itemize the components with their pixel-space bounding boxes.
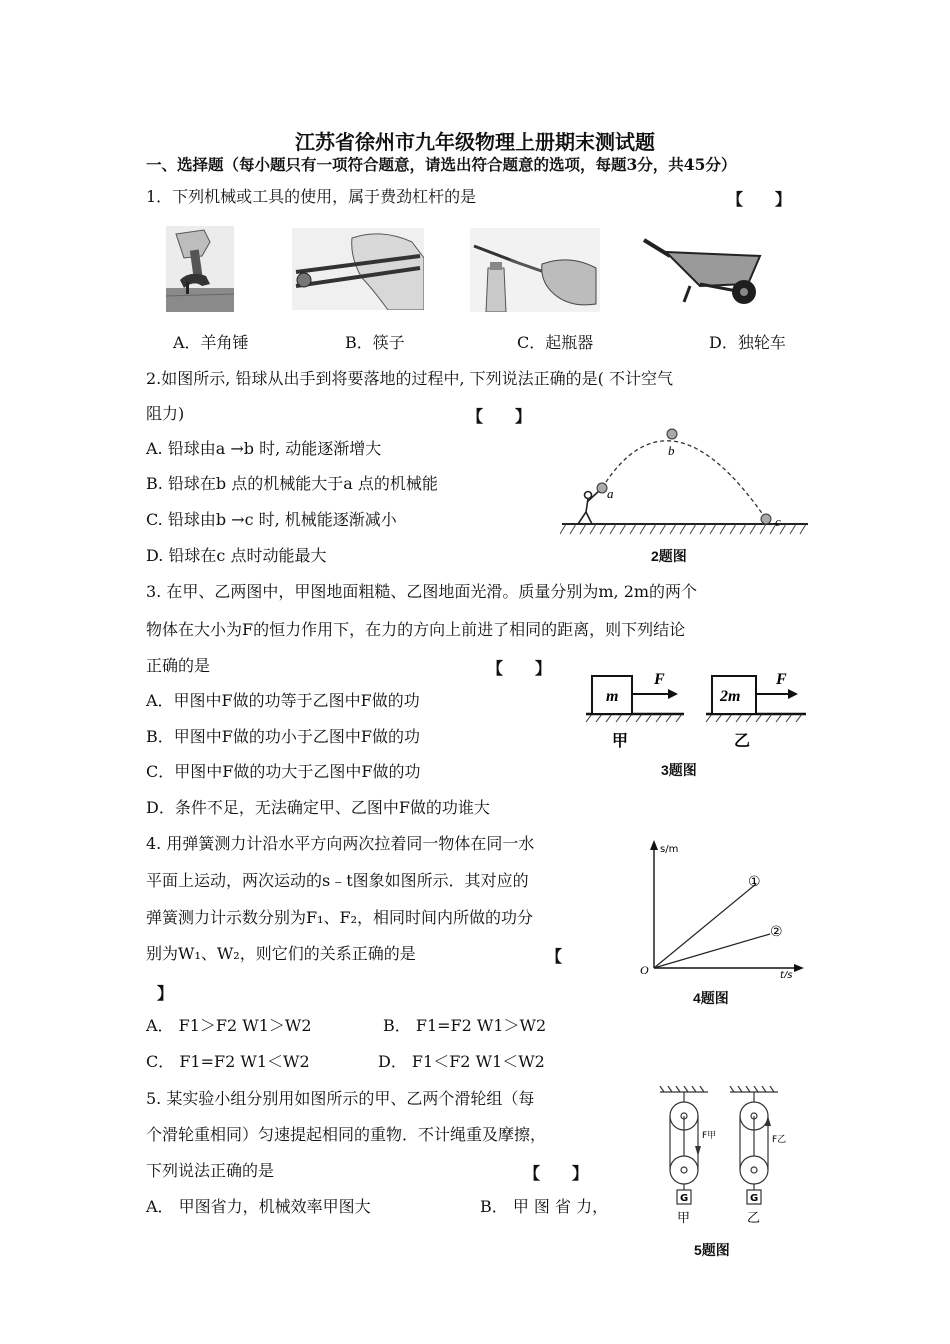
hammer-claw-icon [166,226,234,312]
q4-stem-line3: 弹簧测力计示数分别为F₁、F₂，相同时间内所做的功分 [146,908,534,927]
q2-label-c: c [775,514,781,529]
q5-caption: 5题图 [694,1242,730,1258]
q4-stem-line4: 别为W₁、W₂，则它们的关系正确的是 [146,944,416,963]
q1-option-c: C．起瓶器 [517,333,594,352]
q4-bracket-close: 】 [157,984,174,1003]
q3-option-d: D．条件不足，无法确定甲、乙图中F做的功谁大 [146,798,490,817]
q4-line1-label: ① [748,874,761,890]
q3-force1: F [654,671,665,688]
q4-ylabel: s/m [660,844,679,855]
q3-label-jia: 甲 [612,731,629,750]
q4-line2-label: ② [770,924,783,940]
q2-label-a: a [607,486,614,501]
q5-weight-jia: G [680,1193,689,1204]
q1-option-d: D．独轮车 [709,333,786,352]
q2-option-a: A. 铅球由a →b 时, 动能逐渐增大 [146,439,382,458]
q4-option-d: D． F1＜F2 W1＜W2 [378,1052,545,1071]
q5-bracket: 【 】 [524,1164,589,1183]
q2-stem-line1: 2.如图所示, 铅球从出手到将要落地的过程中, 下列说法正确的是( 不计空气 [146,369,673,388]
q1-option-a: A．羊角锤 [173,333,249,352]
q5-option-b: B． 甲 图 省 力， [480,1197,609,1216]
q3-mass1: m [606,688,619,705]
q3-option-c: C．甲图中F做的功大于乙图中F做的功 [146,762,421,781]
q5-option-a: A． 甲图省力，机械效率甲图大 [146,1197,371,1216]
q4-origin: O [640,963,649,977]
q4-bracket-open: 【 [546,947,563,966]
q5-pulley-figure [652,1086,792,1228]
q4-xlabel: t/s [780,970,793,978]
q3-label-yi: 乙 [734,731,751,750]
q4-st-graph [636,838,806,978]
q2-label-b: b [668,443,675,458]
chopsticks-icon [292,228,424,310]
q2-option-b: B. 铅球在b 点的机械能大于a 点的机械能 [146,474,438,493]
bottle-opener-icon [470,228,600,312]
q1-bracket: 【 】 [727,190,792,209]
q4-stem-line1: 4. 用弹簧测力计沿水平方向两次拉着同一物体在同一水 [146,834,535,853]
q3-force-figure [580,664,810,754]
q3-force2: F [776,671,787,688]
q5-force-jia: F甲 [702,1131,717,1141]
q4-option-c: C． F1=F2 W1＜W2 [146,1052,310,1071]
q3-caption: 3题图 [661,762,697,778]
q5-stem-line3: 下列说法正确的是 [146,1161,275,1180]
q2-option-c: C. 铅球由b →c 时, 机械能逐渐减小 [146,510,397,529]
q5-stem-line1: 5. 某实验小组分别用如图所示的甲、乙两个滑轮组（每 [146,1089,535,1108]
q5-label-jia: 甲 [677,1211,691,1226]
q4-option-a: A． F1＞F2 W1＞W2 [146,1016,312,1035]
q1-stem: 1．下列机械或工具的使用，属于费劲杠杆的是 [146,187,477,206]
q5-weight-yi: G [750,1193,759,1204]
q3-stem-line1: 3. 在甲、乙两图中，甲图地面粗糙、乙图地面光滑。质量分别为m, 2m的两个 [146,582,698,601]
page-title: 江苏省徐州市九年级物理上册期末测试题 [295,130,655,154]
q5-force-yi: F乙 [772,1135,787,1145]
q2-option-d: D. 铅球在c 点时动能最大 [146,546,327,565]
q3-option-b: B．甲图中F做的功小于乙图中F做的功 [146,727,420,746]
q3-bracket: 【 】 [487,659,552,678]
section-heading: 一、选择题（每小题只有一项符合题意，请选出符合题意的选项，每题3分，共45分） [146,155,737,174]
q2-bracket: 【 】 [467,407,532,426]
q2-stem-line2: 阻力) [146,404,185,423]
q3-stem-line3: 正确的是 [146,656,211,675]
q5-label-yi: 乙 [747,1211,761,1226]
q3-mass2: 2m [720,688,741,705]
q2-trajectory-figure [560,420,810,540]
q3-stem-line2: 物体在大小为F的恒力作用下，在力的方向上前进了相同的距离，则下列结论 [146,620,686,639]
q2-caption: 2题图 [651,548,687,564]
q4-option-b: B． F1=F2 W1＞W2 [383,1016,547,1035]
q4-caption: 4题图 [693,990,729,1006]
q4-stem-line2: 平面上运动，两次运动的s﹣t图象如图所示．其对应的 [146,871,529,890]
wheelbarrow-icon [640,236,776,306]
q1-option-b: B．筷子 [345,333,405,352]
q3-option-a: A．甲图中F做的功等于乙图中F做的功 [146,691,420,710]
q5-stem-line2: 个滑轮重相同）匀速提起相同的重物．不计绳重及摩擦， [146,1125,547,1144]
